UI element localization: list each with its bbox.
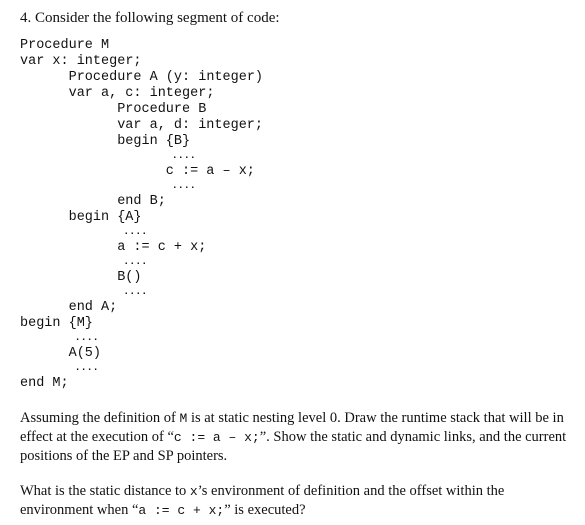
code-ellipsis: .... [123,257,148,268]
code-ellipsis: .... [74,363,99,374]
paragraph-text: ’s environment of definition and the offset within the environment when “ [20,483,505,518]
paragraph-text: Assuming the definition of [20,410,180,426]
code-ellipsis: .... [123,227,148,238]
code-line: begin {A} [68,210,142,225]
paragraph-text: ”. Show the static and dynamic links, and the current positions of the EP and SP pointers. [20,429,567,464]
code-line: begin {B} [117,134,191,149]
question-heading: 4. Consider the following segment of code: [20,10,280,26]
code-line: Procedure M [20,38,110,53]
inline-code: x [189,484,198,499]
code-ellipsis: .... [74,333,99,344]
code-line: var x: integer; [20,54,142,69]
question-paragraph-runtime-stack [20,409,570,465]
code-line: Procedure A (y: integer) [68,70,264,85]
code-line: A(5) [68,346,101,361]
code-line: Procedure B [117,102,207,117]
inline-code: a := c + x; [138,503,225,518]
question-paragraph-static-distance [20,482,570,520]
code-line: end M; [20,376,69,391]
code-line: B() [117,270,142,285]
paragraph-text: ” is executed? [224,502,306,518]
code-line: var a, d: integer; [117,118,264,133]
code-line: c := a – x; [165,164,255,179]
inline-code: c := a – x; [173,430,260,445]
code-line: end A; [68,300,118,315]
code-block [20,38,263,392]
code-line: a := c + x; [117,240,207,255]
paragraph-text: is at static nesting level 0. Draw the runtime stack that will be in effect at the execution of “ [20,410,564,445]
code-line: end B; [117,194,166,209]
inline-code: M [179,411,188,426]
paragraph-text: What is the static distance to [20,483,190,499]
code-line: var a, c: integer; [68,86,215,101]
code-ellipsis: .... [171,151,196,162]
code-ellipsis: .... [123,287,148,298]
code-ellipsis: .... [171,181,196,192]
code-line: begin {M} [20,316,93,331]
